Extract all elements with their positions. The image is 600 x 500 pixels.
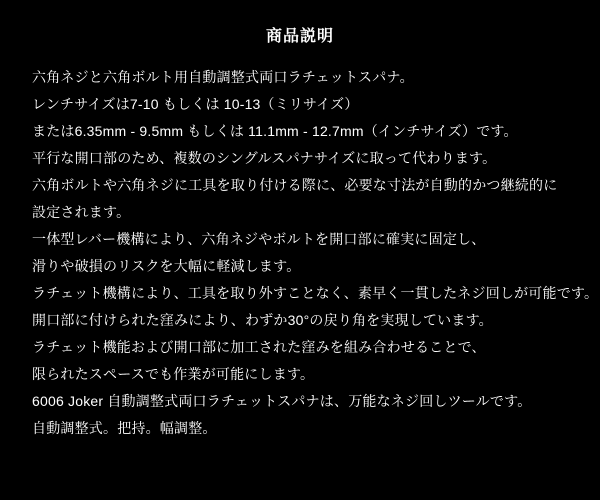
description-line: 設定されます。: [32, 204, 131, 220]
description-line: 限られたスペースでも作業が可能にします。: [32, 366, 315, 382]
description-line: または6.35mm - 9.5mm もしくは 11.1mm - 12.7mm（インチサイズ）です。: [32, 123, 518, 139]
description-line: 6006 Joker 自動調整式両口ラチェットスパナは、万能なネジ回しツールです。: [32, 393, 532, 409]
description-line: 自動調整式。把持。幅調整。: [32, 420, 217, 436]
description-line: 平行な開口部のため、複数のシングルスパナサイズに取って代わります。: [32, 150, 497, 166]
description-line: 開口部に付けられた窪みにより、わずか30°の戻り角を実現しています。: [32, 312, 493, 328]
description-line: 一体型レバー機構により、六角ネジやボルトを開口部に確実に固定し、: [32, 231, 486, 247]
description-line: 六角ネジと六角ボルト用自動調整式両口ラチェットスパナ。: [32, 69, 414, 85]
description-line: ラチェット機能および開口部に加工された窪みを組み合わせることで、: [32, 339, 486, 355]
description-line: ラチェット機構により、工具を取り外すことなく、素早く一貫したネジ回しが可能です。: [32, 285, 599, 301]
description-line: 滑りや破損のリスクを大幅に軽減します。: [32, 258, 301, 274]
description-line: 六角ボルトや六角ネジに工具を取り付ける際に、必要な寸法が自動的かつ継続的に: [32, 177, 558, 193]
description-line: レンチサイズは7-10 もしくは 10-13（ミリサイズ）: [32, 96, 359, 112]
description-text-block: [32, 64, 599, 442]
page-title: 商品説明: [265, 28, 334, 45]
